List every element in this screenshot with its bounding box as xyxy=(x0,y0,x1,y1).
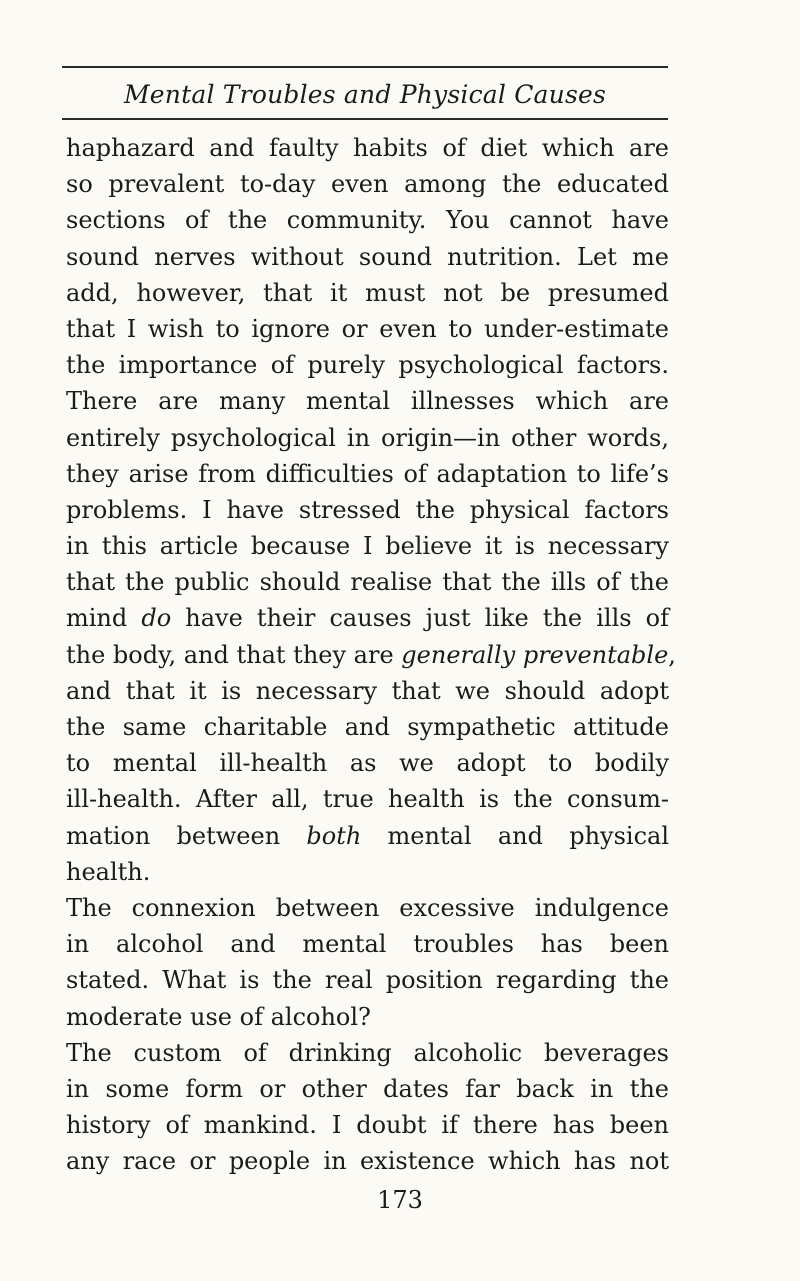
text-line: that the public should realise that the ills of the xyxy=(66,568,669,597)
text-line: add, however, that it must not be presumed xyxy=(66,278,669,307)
header-rule xyxy=(62,118,668,120)
text-line: haphazard and faulty habits of diet which are xyxy=(66,134,669,162)
text-line: the body, and that they are generally preventable, xyxy=(66,640,676,669)
text-line: history of mankind. I doubt if there has been xyxy=(66,1111,669,1140)
text-line: in some form or other dates far back in the xyxy=(66,1074,669,1103)
text-line: moderate use of alcohol? xyxy=(66,1002,371,1031)
text-line: in alcohol and mental troubles has been xyxy=(66,930,669,959)
text-line: so prevalent to-day even among the educated xyxy=(66,170,669,199)
text-line: There are many mental illnesses which are xyxy=(66,387,669,416)
text-line: entirely psychological in origin—in other words, xyxy=(66,423,669,452)
text-line: sections of the community. You cannot have xyxy=(66,206,669,235)
text-line: any race or people in existence which has not xyxy=(66,1147,669,1176)
text-line: problems. I have stressed the physical factors xyxy=(66,495,669,524)
body-text xyxy=(66,130,676,1179)
text-line: the importance of purely psychological factors. xyxy=(66,351,669,380)
text-line: stated. What is the real position regarding the xyxy=(66,966,669,995)
text-line: to mental ill-health as we adopt to bodily xyxy=(66,749,669,778)
text-line: the same charitable and sympathetic attitude xyxy=(66,713,669,741)
emphasis: generally preventable xyxy=(401,640,669,669)
text-line: health. xyxy=(66,857,151,886)
text-line: that I wish to ignore or even to under-estimate xyxy=(66,314,669,343)
text-line: they arise from difficulties of adaptation to life’s xyxy=(66,459,669,488)
text-line: and that it is necessary that we should adopt xyxy=(66,676,669,705)
top-rule xyxy=(62,66,668,68)
page-number: 173 xyxy=(377,1186,423,1214)
text-line: The connexion between excessive indulgence xyxy=(66,893,669,922)
text-line: in this article because I believe it is necessary xyxy=(66,532,669,561)
text-line: The custom of drinking alcoholic beverages xyxy=(66,1038,669,1067)
emphasis: do xyxy=(141,604,172,633)
text-line: mation between both mental and physical xyxy=(66,821,669,850)
text-line: sound nerves without sound nutrition. Let me xyxy=(66,242,669,271)
text-line: ill-health. After all, true health is the consum- xyxy=(66,785,669,814)
text-line: mind do have their causes just like the ills of xyxy=(66,604,669,633)
emphasis: both xyxy=(306,821,362,850)
running-head: Mental Troubles and Physical Causes xyxy=(124,80,606,109)
